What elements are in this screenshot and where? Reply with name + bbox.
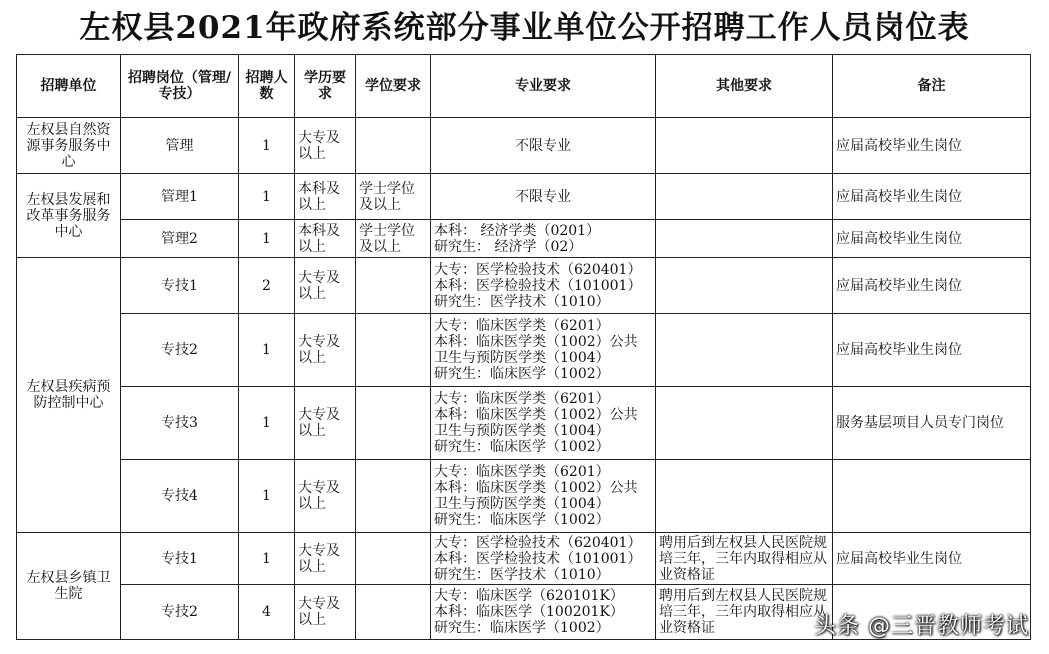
major-cell [431, 174, 656, 220]
major-lines [434, 223, 652, 255]
table-row [17, 387, 1031, 460]
major-line: 本科：医学检验技术（101001） [434, 277, 642, 294]
major-cell [431, 460, 656, 533]
degree-cell [356, 258, 431, 314]
header-post: 招聘岗位（管理/专技） [121, 55, 239, 118]
other-cell [656, 460, 833, 533]
table-row [17, 220, 1031, 258]
degree-cell [356, 118, 431, 174]
header-count: 招聘人数 [239, 55, 295, 118]
post-cell: 专技1 [121, 533, 239, 585]
other-cell [656, 174, 833, 220]
major-line: 研究生：医学技术（1010） [434, 566, 610, 583]
major-lines [434, 262, 652, 310]
major-cell [431, 533, 656, 585]
unit-cell: 左权县自然资源事务服务中心 [17, 118, 121, 174]
count-cell: 1 [239, 533, 295, 585]
major-lines [434, 464, 652, 528]
note-cell: 服务基层项目人员专门岗位 [833, 387, 1031, 460]
major-lines [434, 391, 652, 455]
major-line: 研究生：医学技术（1010） [434, 293, 610, 310]
post-cell: 管理1 [121, 174, 239, 220]
table-row [17, 460, 1031, 533]
major-line: 不限专业 [515, 188, 571, 205]
header-degree: 学位要求 [356, 55, 431, 118]
major-line: 本科：临床医学（100201K） [434, 604, 624, 620]
watermark: 头条 @三晋教师考试 [814, 614, 1029, 639]
note-cell: 应届高校毕业生岗位 [833, 533, 1031, 585]
major-line: 研究生：临床医学（1002） [434, 439, 610, 455]
table-row [17, 258, 1031, 314]
count-cell: 1 [239, 314, 295, 387]
table-row [17, 533, 1031, 585]
count-cell: 2 [239, 258, 295, 314]
other-cell [656, 258, 833, 314]
edu-cell: 大专及以上 [295, 533, 356, 585]
unit-cell: 左权县乡镇卫生院 [17, 533, 121, 640]
major-lines [434, 138, 652, 154]
major-lines [434, 318, 652, 382]
major-line: 研究生： 经济学（02） [434, 238, 583, 255]
edu-cell: 本科及以上 [295, 174, 356, 220]
major-line: 大专：医学检验技术（620401） [434, 534, 642, 551]
post-cell: 专技1 [121, 258, 239, 314]
major-line: 研究生：临床医学（1002） [434, 512, 610, 528]
other-cell [656, 387, 833, 460]
major-line: 本科：医学检验技术（101001） [434, 550, 642, 567]
post-cell: 专技4 [121, 460, 239, 533]
header-major: 专业要求 [431, 55, 656, 118]
other-cell [656, 118, 833, 174]
major-line: 卫生与预防医学类（1004） [434, 423, 610, 439]
post-cell: 专技3 [121, 387, 239, 460]
count-cell: 1 [239, 387, 295, 460]
post-cell: 管理 [121, 118, 239, 174]
note-cell: 应届高校毕业生岗位 [833, 174, 1031, 220]
major-lines [434, 535, 652, 583]
page-title: 左权县2021年政府系统部分事业单位公开招聘工作人员岗位表 [79, 10, 970, 46]
major-line: 大专：临床医学类（6201） [434, 318, 610, 334]
table-header-row [17, 55, 1031, 118]
job-table [16, 54, 1031, 640]
edu-cell: 大专及以上 [295, 258, 356, 314]
note-cell: 应届高校毕业生岗位 [833, 220, 1031, 258]
other-cell [656, 220, 833, 258]
major-line: 本科：临床医学类（1002）公共 [434, 407, 638, 423]
count-cell: 1 [239, 174, 295, 220]
major-line: 卫生与预防医学类（1004） [434, 350, 610, 366]
unit-cell: 左权县发展和改革事务服务中心 [17, 174, 121, 258]
post-cell: 管理2 [121, 220, 239, 258]
note-cell: 应届高校毕业生岗位 [833, 118, 1031, 174]
table-row [17, 314, 1031, 387]
edu-cell: 大专及以上 [295, 585, 356, 640]
major-lines [434, 189, 652, 205]
post-cell: 专技2 [121, 314, 239, 387]
count-cell: 4 [239, 585, 295, 640]
major-line: 本科：临床医学类（1002）公共 [434, 480, 638, 496]
major-line: 大专：临床医学（620101K） [434, 588, 624, 604]
table-row [17, 174, 1031, 220]
other-cell: 聘用后到左权县人民医院规培三年，三年内取得相应从业资格证 [656, 533, 833, 585]
major-cell [431, 314, 656, 387]
note-cell: 应届高校毕业生岗位 [833, 314, 1031, 387]
major-line: 大专：医学检验技术（620401） [434, 261, 642, 278]
degree-cell [356, 585, 431, 640]
edu-cell: 本科及以上 [295, 220, 356, 258]
edu-cell: 大专及以上 [295, 387, 356, 460]
unit-cell: 左权县疾病预防控制中心 [17, 258, 121, 533]
degree-cell [356, 460, 431, 533]
other-cell [656, 314, 833, 387]
header-unit: 招聘单位 [17, 55, 121, 118]
header-note: 备注 [833, 55, 1031, 118]
major-line: 大专：临床医学类（6201） [434, 464, 610, 480]
count-cell: 1 [239, 118, 295, 174]
count-cell: 1 [239, 220, 295, 258]
major-line: 不限专业 [515, 137, 571, 154]
degree-cell [356, 387, 431, 460]
degree-cell [356, 533, 431, 585]
other-cell: 聘用后到左权县人民医院规培三年，三年内取得相应从业资格证 [656, 585, 833, 640]
edu-cell: 大专及以上 [295, 460, 356, 533]
major-cell [431, 220, 656, 258]
major-line: 研究生：临床医学（1002） [434, 366, 610, 382]
count-cell: 1 [239, 460, 295, 533]
table-row [17, 118, 1031, 174]
degree-cell: 学士学位及以上 [356, 174, 431, 220]
major-cell [431, 118, 656, 174]
major-line: 卫生与预防医学类（1004） [434, 496, 610, 512]
major-line: 研究生：临床医学（1002） [434, 620, 610, 636]
post-cell: 专技2 [121, 585, 239, 640]
major-cell [431, 585, 656, 640]
header-other: 其他要求 [656, 55, 833, 118]
major-lines [434, 588, 652, 636]
degree-cell [356, 314, 431, 387]
major-line: 本科：临床医学类（1002）公共 [434, 334, 638, 350]
note-cell: 应届高校毕业生岗位 [833, 258, 1031, 314]
major-cell [431, 258, 656, 314]
major-cell [431, 387, 656, 460]
edu-cell: 大专及以上 [295, 314, 356, 387]
header-edu: 学历要求 [295, 55, 356, 118]
degree-cell: 学士学位及以上 [356, 220, 431, 258]
note-cell [833, 460, 1031, 533]
edu-cell: 大专及以上 [295, 118, 356, 174]
major-line: 本科： 经济学类（0201） [434, 222, 601, 239]
major-line: 大专：临床医学类（6201） [434, 391, 610, 407]
